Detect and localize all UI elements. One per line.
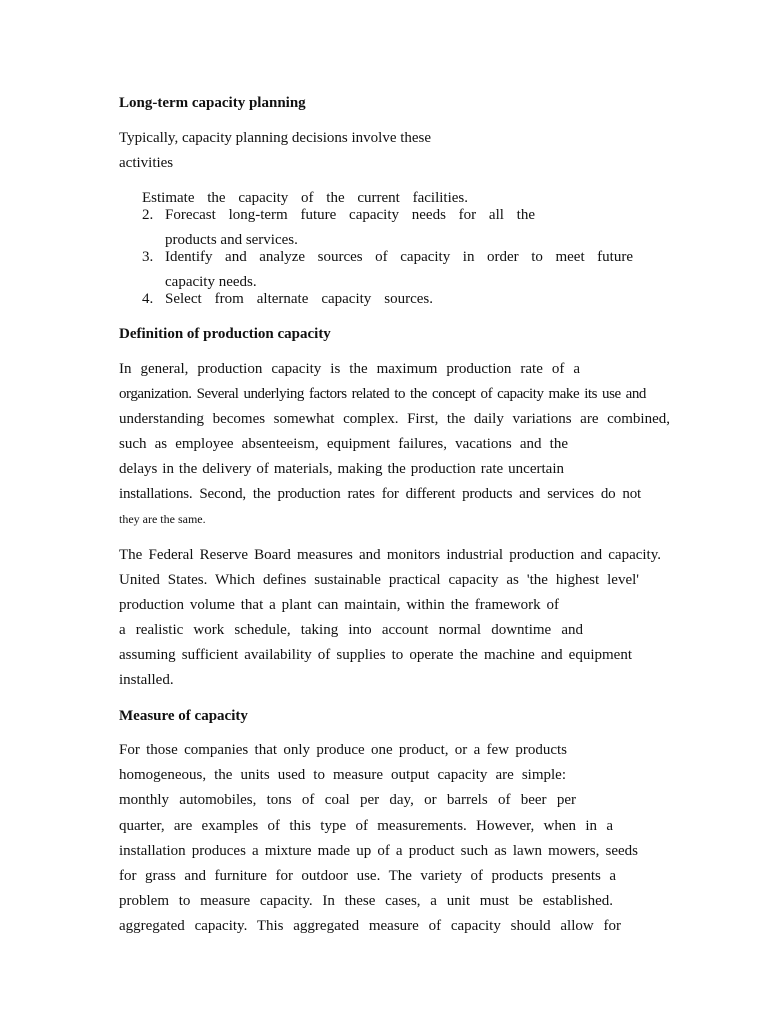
list-item-2-line: Forecast long-term future capacity needs for all the [165,207,535,223]
intro-line: activities [119,155,174,171]
intro-line: Typically, capacity planning decisions involve these [119,130,432,146]
list-item-3-line: Identify and analyze sources of capacity in order to meet future [165,249,633,265]
paragraph-line: understanding becomes somewhat complex. First, the daily variations are combined, [119,411,670,427]
paragraph-line: organization. Several underlying factors related to the concept of capacity make its use and [119,386,646,402]
heading-definition-of-production-capacity: Definition of production capacity [119,326,331,342]
list-item-3-line: capacity needs. [165,274,257,290]
paragraph-line: installations. Second, the production rates for different products and services do not [119,486,641,502]
heading-long-term-capacity-planning: Long-term capacity planning [119,95,306,111]
paragraph-line: installation produces a mixture made up of a product such as lawn mowers, seeds [119,843,638,859]
paragraph-line: they are the same. [119,512,206,526]
heading-measure-of-capacity: Measure of capacity [119,708,248,724]
paragraph-line: For those companies that only produce one product, or a few products [119,742,567,758]
paragraph-line: homogeneous, the units used to measure output capacity are simple: [119,767,566,783]
paragraph-line: assuming sufficient availability of supplies to operate the machine and equipment [119,647,632,663]
paragraph-line: United States. Which defines sustainable practical capacity as 'the highest level' [119,572,639,588]
paragraph-line: The Federal Reserve Board measures and monitors industrial production and capacity. [119,547,661,563]
paragraph-line: such as employee absenteeism, equipment failures, vacations and the [119,436,568,452]
list-item-2-line: products and services. [165,232,298,248]
list-item-4-number: 4. [142,291,154,307]
paragraph-line: for grass and furniture for outdoor use. The variety of products presents a [119,868,616,884]
paragraph-line: a realistic work schedule, taking into account normal downtime and [119,622,583,638]
paragraph-line: monthly automobiles, tons of coal per day, or barrels of beer per [119,792,576,808]
paragraph-line: problem to measure capacity. In these cases, a unit must be established. [119,893,613,909]
list-item-1-line: Estimate the capacity of the current facilities. [142,190,468,206]
paragraph-line: quarter, are examples of this type of measurements. However, when in a [119,818,613,834]
list-item-3-number: 3. [142,249,154,265]
list-item-2-number: 2. [142,207,154,223]
list-item-4-line: Select from alternate capacity sources. [165,291,433,307]
paragraph-line: production volume that a plant can maintain, within the framework of [119,597,559,613]
paragraph-line: delays in the delivery of materials, making the production rate uncertain [119,461,564,477]
paragraph-line: In general, production capacity is the maximum production rate of a [119,361,580,377]
paragraph-line: installed. [119,672,174,688]
paragraph-line: aggregated capacity. This aggregated measure of capacity should allow for [119,918,621,934]
